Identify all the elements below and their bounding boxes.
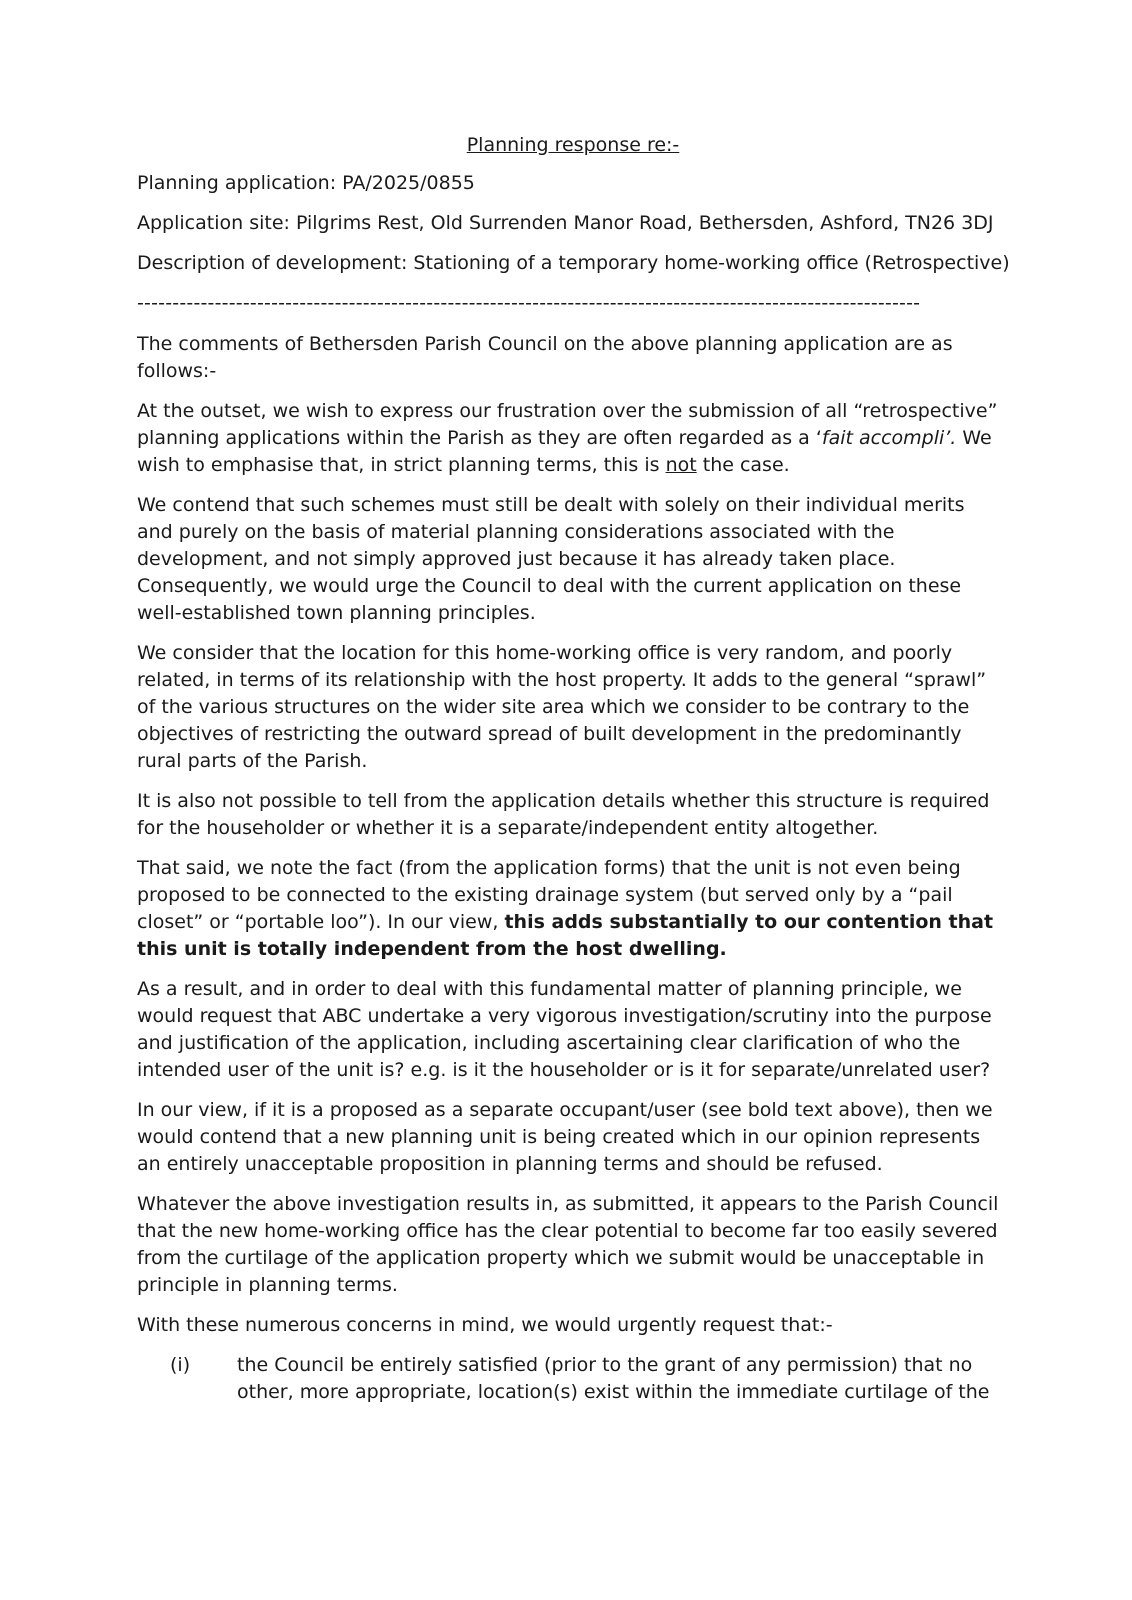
paragraph-location: We consider that the location for this home-working office is very random, and poorly related, in terms of its relationship with the host property. It adds to the general “sprawl” of the various structures on the wider site area which we consider to be contrary to the objectives of restricting the outward spread of built development in the predominantly rural parts of the Parish.	[137, 642, 987, 772]
separator-line: ---------------------------------------------------------------------------------------------------------------	[137, 292, 921, 314]
page-title	[137, 132, 999, 159]
list-marker: (i)	[170, 1354, 191, 1376]
application-line: Planning application: PA/2025/0855	[137, 172, 475, 194]
site-line: Application site: Pilgrims Rest, Old Surrenden Manor Road, Bethersden, Ashford, TN26 3DJ	[137, 212, 994, 234]
description-line: Description of development: Stationing of a temporary home-working office (Retrospective)	[137, 252, 1010, 274]
paragraph-severed: Whatever the above investigation results in, as submitted, it appears to the Parish Council that the new home-working office has the clear potential to become far too easily severed from the curtilage of the application property which we submit would be unacceptable in principle in planning terms.	[137, 1193, 999, 1296]
title-text: Planning response re:-	[466, 134, 680, 156]
paragraph-merits: We contend that such schemes must still be dealt with solely on their individual merits and purely on the basis of material planning considerations associated with the development, and not simply approved just because it has already taken place. Consequently, we would urge the Council to deal with the current application on these well-established town planning principles.	[137, 494, 965, 624]
paragraph-intro: The comments of Bethersden Parish Council on the above planning application are as follows:-	[137, 333, 953, 382]
p2-text-b: We wish to emphasise that, in strict planning terms, this is	[137, 427, 992, 476]
list-item	[137, 1352, 999, 1406]
p6-bold: this adds substantially to our contention that this unit is totally independent from the host dwelling.	[137, 911, 994, 960]
p2-italic: fait accompli’.	[821, 427, 957, 449]
list-item-text: the Council be entirely satisfied (prior to the grant of any permission) that no other, more appropriate, location(s) exist within the immediate curtilage of the	[237, 1354, 990, 1403]
paragraph-separate-occupant: In our view, if it is a proposed as a separate occupant/user (see bold text above), then we would contend that a new planning unit is being created which in our opinion represents an entirely unacceptable proposition in planning terms and should be refused.	[137, 1099, 993, 1175]
document-body	[137, 132, 1010, 1406]
p2-underlined: not	[665, 454, 697, 476]
paragraph-householder: It is also not possible to tell from the application details whether this structure is required for the householder or whether it is a separate/independent entity altogether.	[137, 790, 990, 839]
paragraph-concerns: With these numerous concerns in mind, we would urgently request that:-	[137, 1314, 833, 1336]
paragraph-drainage	[137, 855, 999, 963]
paragraph-retrospective	[137, 398, 999, 479]
p2-text-c: the case.	[696, 454, 790, 476]
p2-text-a: At the outset, we wish to express our frustration over the submission of all “retrospective” planning applications within the Parish as they are often regarded as a ‘	[137, 400, 998, 449]
paragraph-investigation: As a result, and in order to deal with this fundamental matter of planning principle, we would request that ABC undertake a very vigorous investigation/scrutiny into the purpose and justification of the application, including ascertaining clear clarification of who the intended user of the unit is? e.g. is it the householder or is it for separate/unrelated user?	[137, 978, 992, 1081]
p6-text: That said, we note the fact (from the application forms) that the unit is not even being proposed to be connected to the existing drainage system (but served only by a “pail closet” or “portable loo”). In our view,	[137, 857, 961, 933]
